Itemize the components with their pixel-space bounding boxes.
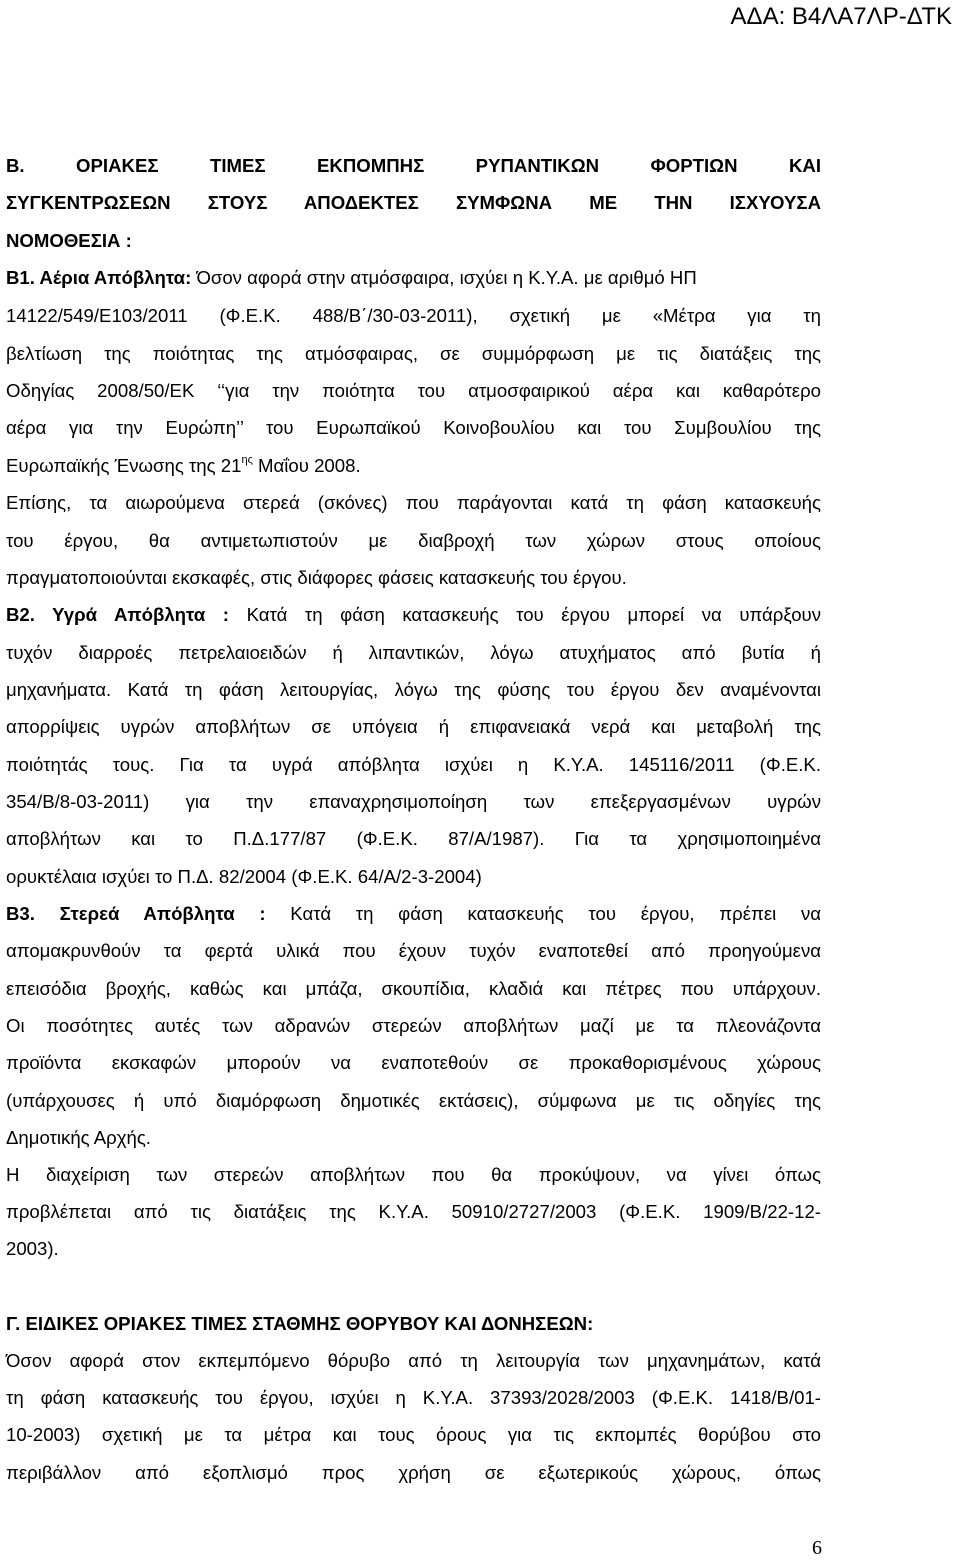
b2-line: απορρίψεις υγρών αποβλήτων σε υπόγεια ή επιφανειακά νερά και μεταβολή της [6,716,821,737]
b1-line: Επίσης, τα αιωρούμενα στερεά (σκόνες) που παράγονται κατά τη φάση κατασκευής [6,492,821,513]
b3-line: Οι ποσότητες αυτές των αδρανών στερεών αποβλήτων μαζί με τα πλεονάζοντα [6,1015,821,1036]
b3-label: Β3. Στερεά Απόβλητα : [6,903,266,924]
b2-line: ποιότητάς τους. Για τα υγρά απόβλητα ισχύει η Κ.Υ.Α. 145116/2011 (Φ.Ε.Κ. [6,754,821,775]
b2-line: μηχανήματα. Κατά τη φάση λειτουργίας, λόγω της φύσης του έργου δεν αναμένονται [6,679,821,700]
b1-date-sup: ης [241,454,253,466]
b3-text: Κατά τη φάση κατασκευής του έργου, πρέπει να [265,903,821,924]
b1-line: αέρα για την Ευρώπη’’ του Ευρωπαϊκού Κοινοβουλίου και του Συμβουλίου της [6,417,821,438]
section-c-line: Όσον αφορά στον εκπεμπόμενο θόρυβο από τη λειτουργία των μηχανημάτων, κατά [6,1350,821,1371]
b1-line: πραγματοποιούνται εκσκαφές, στις διάφορες φάσεις κατασκευής του έργου. [6,567,627,588]
b1-line: 14122/549/Ε103/2011 (Φ.Ε.Κ. 488/Β΄/30-03-2011), σχετική με «Μέτρα για τη [6,305,821,326]
section-b-title-line: ΝΟΜΟΘΕΣΙΑ : [6,230,132,251]
b1-line: του έργου, θα αντιμετωπιστούν με διαβροχή των χώρων στους οποίους [6,530,821,551]
page-number: 6 [812,1537,822,1559]
b3-line: Η διαχείριση των στερεών αποβλήτων που θα προκύψουν, να γίνει όπως [6,1164,821,1185]
b2-line: αποβλήτων και το Π.Δ.177/87 (Φ.Ε.Κ. 87/Α/1987). Για τα χρησιμοποιημένα [6,828,821,849]
section-c-line: τη φάση κατασκευής του έργου, ισχύει η Κ.Υ.Α. 37393/2028/2003 (Φ.Ε.Κ. 1418/Β/01- [6,1387,821,1408]
b2-line: τυχόν διαρροές πετρελαιοειδών ή λιπαντικών, λόγω ατυχήματος από βυτία ή [6,642,821,663]
b2-line: ορυκτέλαια ισχύει το Π.Δ. 82/2004 (Φ.Ε.Κ. 64/Α/2-3-2004) [6,866,482,887]
b1-label: Β1. Αέρια Απόβλητα: [6,267,192,288]
ada-header: ΑΔΑ: Β4ΛΑ7ΛΡ-ΔΤΚ [730,3,952,30]
b1-line: Οδηγίας 2008/50/ΕΚ ‘‘για την ποιότητα του ατμοσφαιρικού αέρα και καθαρότερο [6,380,821,401]
b2-first-line [6,603,821,627]
b3-line: 2003). [6,1238,59,1259]
b1-date-post: Μαΐου 2008. [252,455,361,476]
section-c-line: περιβάλλον από εξοπλισμό προς χρήση σε εξωτερικούς χώρους, όπως [6,1462,821,1483]
section-c-line: 10-2003) σχετική με τα μέτρα και τους όρους για τις εκπομπές θορύβου στο [6,1424,821,1445]
b2-line: 354/Β/8-03-2011) για την επαναχρησιμοποίηση των επεξεργασμένων υγρών [6,791,821,812]
section-b-title-line: Β. ΟΡΙΑΚΕΣ ΤΙΜΕΣ ΕΚΠΟΜΠΗΣ ΡΥΠΑΝΤΙΚΩΝ ΦΟΡΤΙΩΝ ΚΑΙ [6,155,821,176]
b1-line [6,454,821,478]
b3-line: (υπάρχουσες ή υπό διαμόρφωση δημοτικές εκτάσεις), σύμφωνα με τις οδηγίες της [6,1090,821,1111]
section-c-title: Γ. ΕΙΔΙΚΕΣ ΟΡΙΑΚΕΣ ΤΙΜΕΣ ΣΤΑΘΜΗΣ ΘΟΡΥΒΟΥ ΚΑΙ ΔΟΝΗΣΕΩΝ: [6,1313,594,1334]
b1-first-line [6,266,821,290]
b1-date-pre: Ευρωπαϊκής Ένωσης της 21 [6,455,242,476]
b3-first-line [6,902,821,926]
b3-line: προϊόντα εκσκαφών μπορούν να εναποτεθούν σε προκαθορισμένους χώρους [6,1052,821,1073]
b1-text: Όσον αφορά στην ατμόσφαιρα, ισχύει η Κ.Υ.Α. με αριθμό ΗΠ [191,267,697,288]
b1-line: βελτίωση της ποιότητας της ατμόσφαιρας, σε συμμόρφωση με τις διατάξεις της [6,343,821,364]
section-b-title-line: ΣΥΓΚΕΝΤΡΩΣΕΩΝ ΣΤΟΥΣ ΑΠΟΔΕΚΤΕΣ ΣΥΜΦΩΝΑ ΜΕ ΤΗΝ ΙΣΧΥΟΥΣΑ [6,192,821,213]
b3-line: απομακρυνθούν τα φερτά υλικά που έχουν τυχόν εναποτεθεί από προηγούμενα [6,940,821,961]
b3-line: επεισόδια βροχής, καθώς και μπάζα, σκουπίδια, κλαδιά και πέτρες που υπάρχουν. [6,978,821,999]
b2-label: Β2. Υγρά Απόβλητα : [6,604,230,625]
b2-text: Κατά τη φάση κατασκευής του έργου μπορεί να υπάρξουν [229,604,822,625]
b3-line: Δημοτικής Αρχής. [6,1127,151,1148]
b3-line: προβλέπεται από τις διατάξεις της Κ.Υ.Α. 50910/2727/2003 (Φ.Ε.Κ. 1909/Β/22-12- [6,1201,821,1222]
